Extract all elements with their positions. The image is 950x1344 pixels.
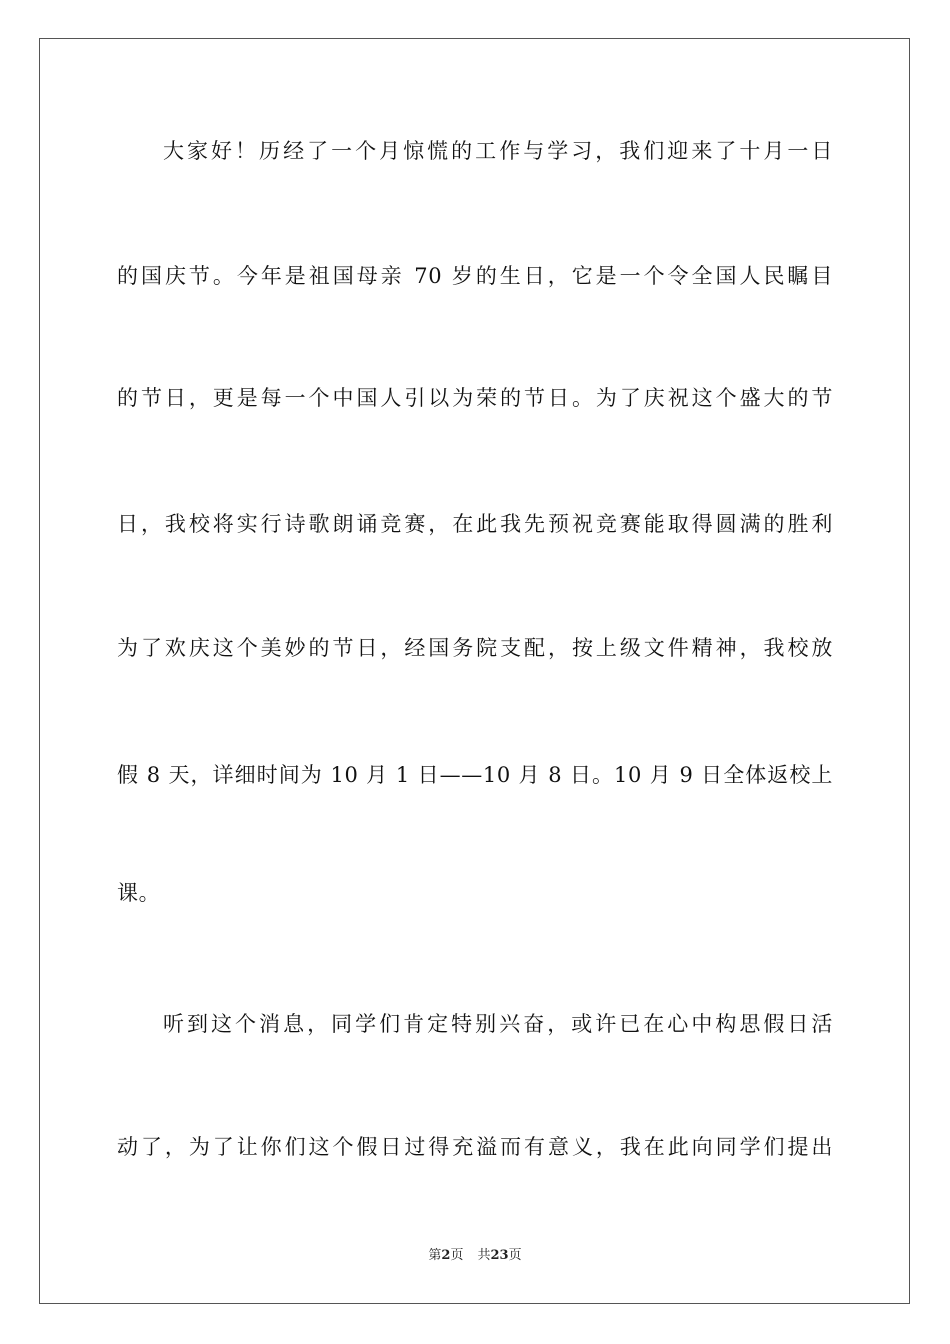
paragraph-1-line-1: 大家好！历经了一个月惊慌的工作与学习，我们迎来了十月一日 [163, 139, 833, 163]
page-frame [39, 38, 910, 1304]
paragraph-2-line-1: 听到这个消息，同学们肯定特别兴奋，或许已在心中构思假日活 [163, 1012, 833, 1036]
paragraph-1-line-2: 的国庆节。今年是祖国母亲 70 岁的生日，它是一个令全国人民瞩目 [117, 264, 833, 288]
paragraph-1-line-7: 课。 [117, 881, 161, 905]
footer-total-unit: 页 [508, 1248, 522, 1263]
page-footer [0, 1247, 950, 1265]
footer-total-prefix: 共 [477, 1248, 491, 1263]
paragraph-1-line-3: 的节日，更是每一个中国人引以为荣的节日。为了庆祝这个盛大的节 [117, 386, 833, 410]
paragraph-1-line-4: 日，我校将实行诗歌朗诵竞赛，在此我先预祝竞赛能取得圆满的胜利 [117, 512, 833, 536]
paragraph-2-line-2: 动了，为了让你们这个假日过得充溢而有意义，我在此向同学们提出 [117, 1135, 833, 1159]
footer-prefix: 第 [428, 1248, 442, 1263]
paragraph-1-line-6: 假 8 天，详细时间为 10 月 1 日——10 月 8 日。10 月 9 日全体返校上 [117, 763, 833, 787]
footer-total-pages: 23 [490, 1248, 509, 1263]
paragraph-1-line-5: 为了欢庆这个美妙的节日，经国务院支配，按上级文件精神，我校放 [117, 636, 833, 660]
footer-current-page: 2 [441, 1248, 451, 1263]
footer-page-unit: 页 [450, 1248, 464, 1263]
